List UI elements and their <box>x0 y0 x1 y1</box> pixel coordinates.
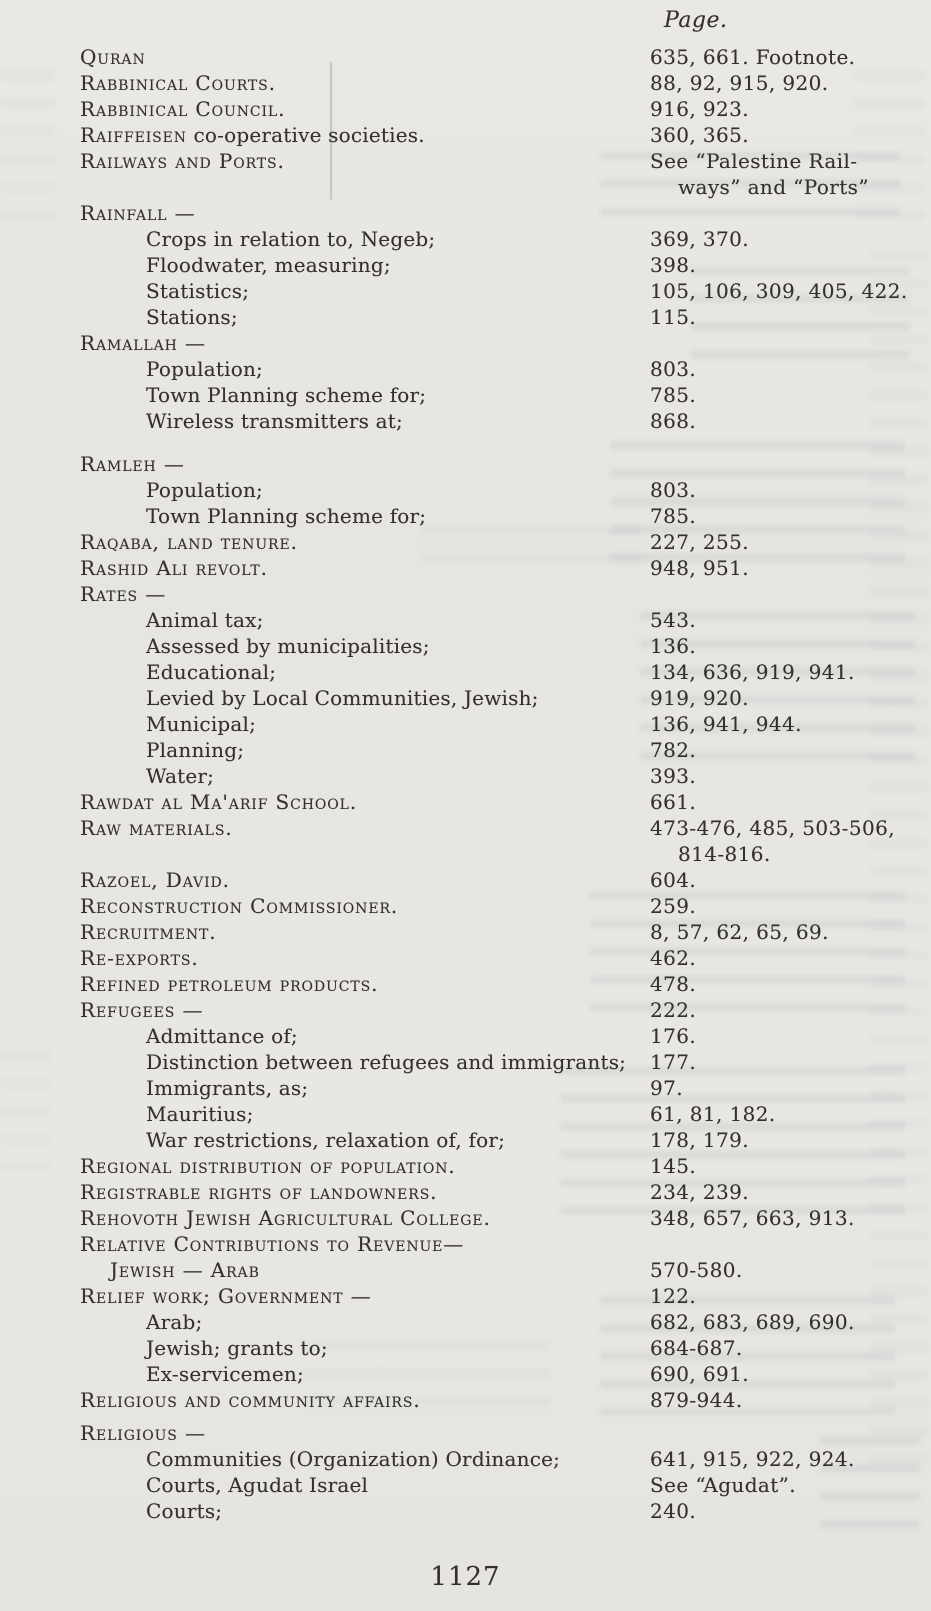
index-entry <box>80 1101 650 1127</box>
entry-plain-text: Statistics; <box>146 279 250 303</box>
entry-page-refs <box>650 1446 931 1472</box>
index-row <box>80 1420 931 1446</box>
index-row <box>80 1446 931 1472</box>
entry-plain-text: Courts; <box>146 1499 223 1523</box>
page-ref-line: 240. <box>650 1499 697 1523</box>
index-row <box>80 1153 931 1179</box>
index-entry <box>80 330 650 356</box>
index-entry <box>80 1075 650 1101</box>
page-ref-line: 803. <box>650 478 697 502</box>
index-row <box>80 1361 931 1387</box>
entry-plain-text: Town Planning scheme for; <box>146 504 427 528</box>
page-ref-line: 570-580. <box>650 1258 743 1282</box>
entry-page-refs <box>650 477 931 503</box>
entry-page-refs <box>650 659 931 685</box>
index-row <box>80 763 931 789</box>
entry-plain-text: co-operative societies. <box>186 123 425 147</box>
page-ref-line: 462. <box>650 946 697 970</box>
entry-page-refs <box>650 382 931 408</box>
entry-page-refs <box>650 529 931 555</box>
folio-page-number: 1127 <box>430 1562 501 1592</box>
index-row <box>80 919 931 945</box>
index-row <box>80 659 931 685</box>
entry-plain-text: Town Planning scheme for; <box>146 383 427 407</box>
index-entry <box>80 200 650 226</box>
index-entry <box>80 789 650 815</box>
entry-page-refs <box>650 252 931 278</box>
index-entry <box>80 304 650 330</box>
entry-heading-text: Rates — <box>80 582 167 606</box>
entry-heading-text: Recruitment. <box>80 920 217 944</box>
page-ref-line: 785. <box>650 383 697 407</box>
index-row <box>80 1023 931 1049</box>
entry-heading-text: Ramallah — <box>80 331 206 355</box>
page-ref-line: 785. <box>650 504 697 528</box>
index-row <box>80 945 931 971</box>
index-entry <box>80 1049 650 1075</box>
entry-page-refs <box>650 1472 931 1498</box>
index-row <box>80 581 931 607</box>
index-row <box>80 737 931 763</box>
entry-heading-text: Refugees — <box>80 998 204 1022</box>
entry-page-refs <box>650 503 931 529</box>
index-entry <box>80 1205 650 1231</box>
entry-page-refs <box>650 304 931 330</box>
entry-page-refs <box>650 789 931 815</box>
index-entry <box>80 1420 650 1446</box>
entry-plain-text: Arab; <box>146 1310 203 1334</box>
index-row <box>80 1498 931 1524</box>
entry-page-refs <box>650 70 931 96</box>
entry-plain-text: Assessed by municipalities; <box>146 634 430 658</box>
page-ref-line: ways” and “Ports” <box>678 175 869 199</box>
index-entry <box>80 659 650 685</box>
page-ref-line: 879-944. <box>650 1388 743 1412</box>
page-ref-line: 348, 657, 663, 913. <box>650 1206 855 1230</box>
page-ref-line: See “Palestine Rail- <box>650 149 858 173</box>
index-entry <box>80 1153 650 1179</box>
entry-page-refs <box>650 1101 931 1127</box>
entry-plain-text: Wireless transmitters at; <box>146 409 403 433</box>
index-entry <box>80 226 650 252</box>
entry-page-refs <box>650 555 931 581</box>
index-row <box>80 607 931 633</box>
page-ref-line: 635, 661. Footnote. <box>650 45 856 69</box>
index-entry <box>80 503 650 529</box>
page-ref-line: 136, 941, 944. <box>650 712 802 736</box>
index-list <box>0 44 931 1524</box>
entry-heading-text: Rashid Ali revolt. <box>80 556 268 580</box>
index-row <box>80 1231 931 1257</box>
page-ref-line: 177. <box>650 1050 697 1074</box>
page-ref-line: 948, 951. <box>650 556 750 580</box>
index-entry <box>80 382 650 408</box>
entry-plain-text: Distinction between refugees and immigrants; <box>146 1050 627 1074</box>
page-ref-line: See “Agudat”. <box>650 1473 797 1497</box>
index-row <box>80 1335 931 1361</box>
page-ref-line: 478. <box>650 972 697 996</box>
page-ref-line: 234, 239. <box>650 1180 750 1204</box>
index-row <box>80 226 931 252</box>
entry-plain-text: Levied by Local Communities, Jewish; <box>146 686 539 710</box>
entry-page-refs <box>650 1205 931 1231</box>
index-row <box>80 44 931 70</box>
index-entry <box>80 581 650 607</box>
entry-page-refs <box>650 408 931 434</box>
index-entry <box>80 122 650 148</box>
page-ref-line: 88, 92, 915, 920. <box>650 71 829 95</box>
index-row <box>80 382 931 408</box>
page-ref-line: 105, 106, 309, 405, 422. <box>650 279 908 303</box>
page-ref-line: 814-816. <box>678 842 771 866</box>
entry-heading-text: Jewish — Arab <box>110 1258 260 1282</box>
index-row <box>80 356 931 382</box>
page-ref-line: 604. <box>650 868 697 892</box>
page-ref-line: 136. <box>650 634 697 658</box>
page-ref-line: 227, 255. <box>650 530 750 554</box>
page-ref-line: 122. <box>650 1284 697 1308</box>
index-row <box>80 1283 931 1309</box>
index-entry <box>80 408 650 434</box>
index-row <box>80 685 931 711</box>
entry-heading-text: Re-exports. <box>80 946 199 970</box>
entry-plain-text: Jewish; grants to; <box>146 1336 328 1360</box>
entry-heading-text: Rabbinical Courts. <box>80 71 276 95</box>
entry-page-refs <box>650 1153 931 1179</box>
entry-page-refs <box>650 1127 931 1153</box>
index-entry <box>80 737 650 763</box>
index-entry <box>80 555 650 581</box>
page-ref-line: 684-687. <box>650 1336 743 1360</box>
entry-page-refs <box>650 867 931 893</box>
entry-plain-text: Communities (Organization) Ordinance; <box>146 1447 561 1471</box>
entry-page-refs <box>650 1387 931 1413</box>
entry-heading-text: Quran <box>80 45 146 69</box>
index-entry <box>80 70 650 96</box>
page-ref-line: 145. <box>650 1154 697 1178</box>
entry-page-refs <box>650 737 931 763</box>
entry-heading-text: Raw materials. <box>80 816 233 840</box>
index-entry <box>80 711 650 737</box>
entry-heading-text: Registrable rights of landowners. <box>80 1180 438 1204</box>
entry-page-refs <box>650 945 931 971</box>
entry-page-refs <box>650 1309 931 1335</box>
index-entry <box>80 1387 650 1413</box>
entry-plain-text: Municipal; <box>146 712 257 736</box>
entry-page-refs <box>650 919 931 945</box>
index-entry <box>80 867 650 893</box>
entry-page-refs <box>650 633 931 659</box>
index-row <box>80 1472 931 1498</box>
entry-page-refs <box>650 148 931 200</box>
page-ref-line: 641, 915, 922, 924. <box>650 1447 855 1471</box>
entry-heading-text: Rabbinical Council. <box>80 97 286 121</box>
page-ref-line: 393. <box>650 764 697 788</box>
index-row <box>80 789 931 815</box>
index-entry <box>80 893 650 919</box>
entry-page-refs <box>650 1179 931 1205</box>
entry-heading-text: Reconstruction Commissioner. <box>80 894 399 918</box>
index-row <box>80 1387 931 1413</box>
index-row <box>80 200 931 226</box>
entry-heading-text: Religious and community affairs. <box>80 1388 421 1412</box>
index-entry <box>80 148 650 174</box>
index-entry <box>80 815 650 841</box>
entry-plain-text: Courts, Agudat Israel <box>146 1473 369 1497</box>
page-ref-line: 360, 365. <box>650 123 750 147</box>
index-entry <box>80 1231 650 1257</box>
entry-heading-text: Raqaba, land tenure. <box>80 530 298 554</box>
entry-heading-text: Regional distribution of population. <box>80 1154 456 1178</box>
entry-heading-text: Razoel, David. <box>80 868 230 892</box>
entry-page-refs <box>650 226 931 252</box>
page-ref-line: 8, 57, 62, 65, 69. <box>650 920 829 944</box>
entry-page-refs <box>650 815 931 867</box>
entry-plain-text: Planning; <box>146 738 245 762</box>
page-ref-line: 178, 179. <box>650 1128 750 1152</box>
entry-plain-text: Stations; <box>146 305 238 329</box>
entry-page-refs <box>650 1049 931 1075</box>
entry-page-refs <box>650 1023 931 1049</box>
page-ref-line: 919, 920. <box>650 686 750 710</box>
entry-page-refs <box>650 893 931 919</box>
entry-plain-text: War restrictions, relaxation of, for; <box>146 1128 506 1152</box>
page-ref-line: 398. <box>650 253 697 277</box>
entry-page-refs <box>650 1257 931 1283</box>
index-entry <box>80 529 650 555</box>
index-entry <box>80 1498 650 1524</box>
index-entry <box>80 477 650 503</box>
index-row <box>80 815 931 867</box>
page-ref-line: 803. <box>650 357 697 381</box>
index-row <box>80 1257 931 1283</box>
index-entry <box>80 252 650 278</box>
index-row <box>80 711 931 737</box>
entry-page-refs <box>650 997 931 1023</box>
entry-heading-text: Rehovoth Jewish Agricultural College. <box>80 1206 491 1230</box>
index-entry <box>80 971 650 997</box>
index-row <box>80 451 931 477</box>
index-row <box>80 1049 931 1075</box>
entry-page-refs <box>650 971 931 997</box>
entry-plain-text: Admittance of; <box>146 1024 298 1048</box>
entry-plain-text: Animal tax; <box>146 608 264 632</box>
index-row <box>80 633 931 659</box>
page-ref-line: 782. <box>650 738 697 762</box>
index-entry <box>80 356 650 382</box>
index-entry <box>80 945 650 971</box>
page-ref-line: 369, 370. <box>650 227 750 251</box>
index-entry <box>80 1335 650 1361</box>
index-entry <box>80 44 650 70</box>
entry-page-refs <box>650 1075 931 1101</box>
index-row <box>80 503 931 529</box>
entry-page-refs <box>650 685 931 711</box>
entry-heading-text: Raiffeisen <box>80 123 187 147</box>
index-row <box>80 1075 931 1101</box>
index-row <box>80 278 931 304</box>
page-ref-line: 916, 923. <box>650 97 750 121</box>
index-row <box>80 477 931 503</box>
index-row <box>80 304 931 330</box>
index-row <box>80 96 931 122</box>
index-entry <box>80 1127 650 1153</box>
index-row <box>80 555 931 581</box>
page-ref-line: 259. <box>650 894 697 918</box>
entry-heading-text: Rainfall — <box>80 201 196 225</box>
index-row <box>80 148 931 200</box>
page-ref-line: 543. <box>650 608 697 632</box>
index-entry <box>80 96 650 122</box>
page-ref-line: 473-476, 485, 503-506, <box>650 816 895 840</box>
entry-plain-text: Educational; <box>146 660 277 684</box>
index-entry <box>80 607 650 633</box>
entry-plain-text: Mauritius; <box>146 1102 254 1126</box>
index-entry <box>80 1361 650 1387</box>
index-row <box>80 330 931 356</box>
index-row <box>80 1205 931 1231</box>
page-ref-line: 97. <box>650 1076 684 1100</box>
index-entry <box>80 919 650 945</box>
page-ref-line: 682, 683, 689, 690. <box>650 1310 855 1334</box>
entry-heading-text: Religious — <box>80 1421 206 1445</box>
entry-plain-text: Crops in relation to, Negeb; <box>146 227 436 251</box>
index-row <box>80 971 931 997</box>
index-row <box>80 1309 931 1335</box>
entry-page-refs <box>650 356 931 382</box>
entry-page-refs <box>650 1335 931 1361</box>
page-ref-line: 134, 636, 919, 941. <box>650 660 855 684</box>
index-entry <box>80 685 650 711</box>
entry-heading-text: Refined petroleum products. <box>80 972 379 996</box>
index-entry <box>80 633 650 659</box>
index-entry <box>80 1309 650 1335</box>
index-entry <box>80 451 650 477</box>
index-row <box>80 1127 931 1153</box>
page-ref-line: 115. <box>650 305 697 329</box>
entry-page-refs <box>650 1361 931 1387</box>
page-column-header: Page. <box>664 8 728 33</box>
page-ref-line: 661. <box>650 790 697 814</box>
entry-page-refs <box>650 711 931 737</box>
page-ref-line: 176. <box>650 1024 697 1048</box>
index-row <box>80 893 931 919</box>
index-entry <box>80 1446 650 1472</box>
entry-page-refs <box>650 44 931 70</box>
index-row <box>80 997 931 1023</box>
index-entry <box>80 1257 650 1283</box>
entry-plain-text: Floodwater, measuring; <box>146 253 391 277</box>
entry-plain-text: Water; <box>146 764 215 788</box>
page-ref-line: 61, 81, 182. <box>650 1102 776 1126</box>
page-ref-line: 868. <box>650 409 697 433</box>
index-entry <box>80 1283 650 1309</box>
index-row <box>80 408 931 434</box>
entry-page-refs <box>650 96 931 122</box>
entry-plain-text: Ex-servicemen; <box>146 1362 304 1386</box>
index-row <box>80 1101 931 1127</box>
index-entry <box>80 1023 650 1049</box>
page-ref-line: 690, 691. <box>650 1362 750 1386</box>
entry-plain-text: Immigrants, as; <box>146 1076 309 1100</box>
index-entry <box>80 997 650 1023</box>
entry-heading-text: Ramleh — <box>80 452 185 476</box>
entry-heading-text: Rawdat al Ma'arif School. <box>80 790 358 814</box>
index-row <box>80 122 931 148</box>
index-entry <box>80 278 650 304</box>
index-row <box>80 70 931 96</box>
entry-heading-text: Relative Contributions to Revenue— <box>80 1232 465 1256</box>
entry-page-refs <box>650 763 931 789</box>
page-ref-line: 222. <box>650 998 697 1022</box>
index-row <box>80 252 931 278</box>
index-row <box>80 867 931 893</box>
entry-plain-text: Population; <box>146 357 263 381</box>
entry-page-refs <box>650 607 931 633</box>
entry-page-refs <box>650 278 931 304</box>
entry-plain-text: Population; <box>146 478 263 502</box>
entry-heading-text: Railways and Ports. <box>80 149 285 173</box>
entry-page-refs <box>650 1498 931 1524</box>
entry-heading-text: Relief work; Government — <box>80 1284 372 1308</box>
index-row <box>80 1179 931 1205</box>
index-row <box>80 529 931 555</box>
entry-page-refs <box>650 1283 931 1309</box>
entry-page-refs <box>650 122 931 148</box>
index-entry <box>80 763 650 789</box>
index-entry <box>80 1179 650 1205</box>
index-entry <box>80 1472 650 1498</box>
